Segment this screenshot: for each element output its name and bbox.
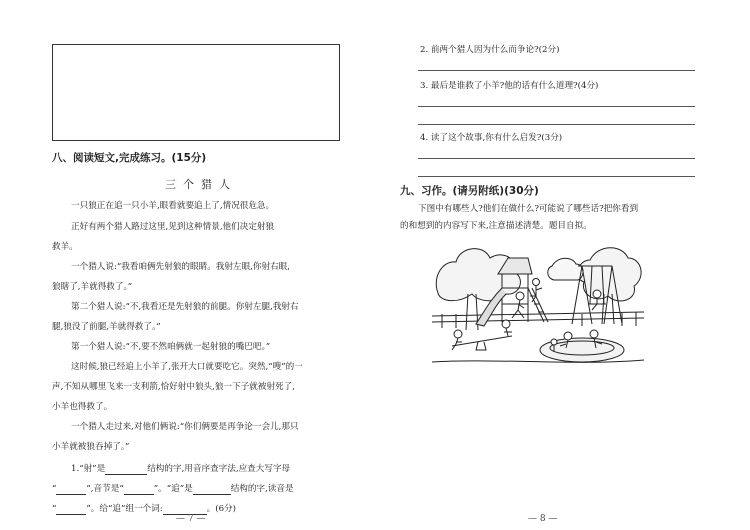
child-icon xyxy=(516,292,524,300)
answer-line[interactable] xyxy=(418,176,695,177)
answer-line[interactable] xyxy=(418,124,695,125)
story-line: 第一个猎人说:“不,要不然咱俩就一起射狼的嘴巴吧。” xyxy=(71,342,271,352)
story-title: 三个猎人 xyxy=(165,178,237,191)
essay-prompt-line: 下图中有哪些人?他们在做什么?可能说了哪些话?把你看到 xyxy=(418,204,639,214)
essay-prompt-line: 的和想到的内容写下来,注意描述清楚。题目自拟。 xyxy=(400,221,592,231)
story-line: 一个猎人说:“我看咱俩先射狼的眼睛。我射左眼,你射右眼, xyxy=(71,262,291,272)
question-1-line-3 xyxy=(52,503,236,515)
q1-text: 。(6分) xyxy=(206,504,237,514)
tree-icon xyxy=(436,249,520,301)
page-number-left: — 7 — xyxy=(176,514,206,524)
story-line: 腿,狼没了前腿,羊就得救了。” xyxy=(52,322,161,332)
story-line: 一个猎人走过来,对他们俩说:“你们俩要是再争论一会儿,那只 xyxy=(71,422,299,432)
answer-line[interactable] xyxy=(418,70,695,71)
story-line: 小羊就被狼吞掉了。” xyxy=(52,442,130,452)
answer-blank[interactable] xyxy=(193,494,231,495)
answer-line[interactable] xyxy=(418,158,695,159)
q1-text: ”。“追”是 xyxy=(153,484,193,494)
q1-text: “ xyxy=(52,484,57,494)
answer-blank[interactable] xyxy=(56,514,86,515)
story-line: 狼瞎了,羊就得救了。” xyxy=(52,282,133,292)
question-1-line-2 xyxy=(52,483,294,495)
story-line: 正好有两个猎人路过这里,见到这种情景,他们决定射狼 xyxy=(71,222,275,232)
section-9-heading: 九、习作。(请另附纸)(30分) xyxy=(400,185,539,197)
question-4: 4. 读了这个故事,你有什么启发?(3分) xyxy=(420,133,563,143)
question-2: 2. 前两个猎人因为什么而争论?(2分) xyxy=(420,45,560,55)
question-1-line-1 xyxy=(71,463,290,475)
answer-box xyxy=(52,44,340,141)
question-3: 3. 最后是谁救了小羊?他的话有什么道理?(4分) xyxy=(420,81,599,91)
seesaw xyxy=(452,336,512,350)
answer-blank[interactable] xyxy=(105,474,147,475)
answer-line[interactable] xyxy=(418,106,695,107)
story-line: 第二个猎人说:“不,我看还是先射狼的前腿。你射左腿,我射右 xyxy=(71,302,299,312)
story-line: 这时候,狼已经追上小羊了,张开大口就要吃它。突然,“嗖”的一 xyxy=(71,362,303,372)
answer-blank[interactable] xyxy=(56,494,86,495)
q1-text: ”。给“追”组一个词: xyxy=(86,504,163,514)
tree-trunk xyxy=(466,294,478,330)
q1-text: “ xyxy=(52,504,57,514)
q1-text: ”,音节是“ xyxy=(86,484,124,494)
q1-text: 1.“射”是 xyxy=(71,464,106,474)
q1-text: 结构的字,用音序查字法,应查大写字母 xyxy=(147,464,291,474)
story-line: 一只狼正在追一只小羊,眼看就要追上了,情况很危急。 xyxy=(71,201,275,211)
story-line: 小羊也得救了。 xyxy=(52,402,113,412)
section-8-heading: 八、阅读短文,完成练习。(15分) xyxy=(52,152,207,164)
story-line: 声,不知从哪里飞来一支利箭,恰好射中狼头,狼一下子就被射死了, xyxy=(52,382,295,392)
q1-text: 结构的字,读音是 xyxy=(230,484,294,494)
answer-blank[interactable] xyxy=(124,494,154,495)
ladder xyxy=(528,288,548,322)
page-number-right: — 8 — xyxy=(528,514,558,524)
playground-illustration xyxy=(432,238,644,368)
story-line: 救羊。 xyxy=(52,242,78,252)
